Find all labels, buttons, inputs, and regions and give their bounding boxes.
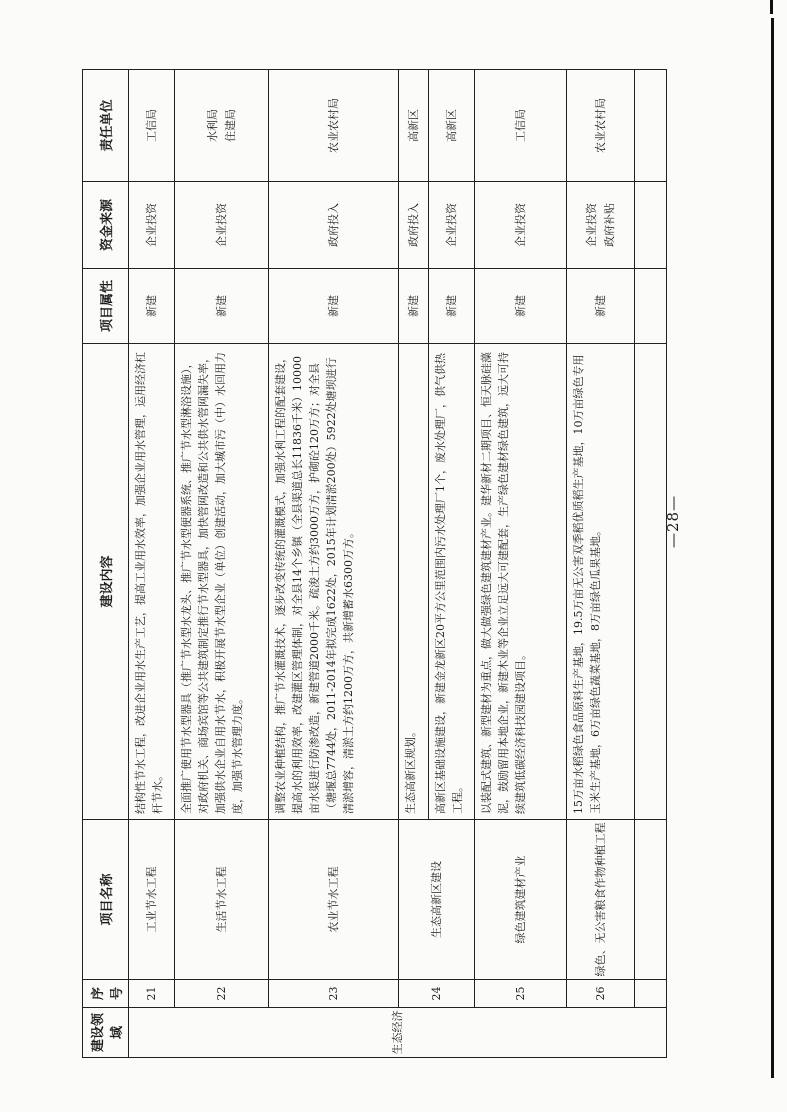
scan-edge-line (771, 18, 774, 1078)
row-unit: 工信局 (129, 70, 175, 182)
row-content: 以装配式建筑、新型建材为重点，做大做强绿色建筑建材产业。建华新材二期项目、恒天脉硅藻泥，鼓励留用本地企业，新建木业等企业立足远大可建配套，生产绿色建材绿色建筑，远大可持续建筑低碳经济科技园建设项目。 (475, 344, 567, 820)
row-attr: 新建 (567, 269, 635, 344)
row-attr: 新建 (269, 269, 399, 344)
row-content: 15万亩水稻绿色食品原料生产基地，19.5万亩无公害双季稻优质稻生产基地，10万亩绿色专用玉米生产基地，6万亩绿色蔬菜基地，8万亩绿色瓜果基地。 (567, 344, 635, 820)
row-attr: 新建 (399, 269, 429, 344)
row-content: 结构性节水工程，改进企业用水生产工艺，提高工业用水效率，加强企业用水管理，运用经济杠杆节水。 (129, 344, 175, 820)
project-table (82, 69, 667, 1058)
row-attr: 新建 (475, 269, 567, 344)
row-unit: 工信局 (475, 70, 567, 182)
table-row (567, 70, 635, 1058)
domain-cell: 生态经济 (129, 1008, 667, 1058)
row-unit: 高新区 (429, 70, 475, 182)
row-name: 工业节水工程 (129, 820, 175, 980)
row-name: 生态高新区建设 (399, 820, 475, 980)
row-fund: 企业投资 政府补贴 (585, 203, 616, 247)
header-name: 项目名称 (83, 820, 129, 980)
row-fund: 企业投资 (175, 182, 269, 269)
table-header-row (83, 70, 129, 1058)
row-no: 26 (567, 980, 635, 1008)
table-row (399, 70, 429, 1058)
row-content: 高新区基础设施建设，新建金龙新区20平方公里范围内污水处理厂1个，废水处理厂，供气供热工程。 (429, 344, 475, 820)
row-name: 绿色建筑建材产业 (475, 820, 567, 980)
row-fund: 企业投资 (129, 182, 175, 269)
row-no: 21 (129, 980, 175, 1008)
row-no: 23 (269, 980, 399, 1008)
row-content: 全面推广使用节水型器具（推广节水型水龙头、推广节水型便器系统、推广节水型淋浴设施），对政府机关、商场宾馆等公共建筑制定推行节水型器具，加快管网改造和公共供水管网漏失率，加强供水企业自用水节水，积极开展节水型企业（单位）创建活动，加大城市污（中）水回用力度，加强节水管理力度。 (175, 344, 269, 820)
header-fund: 资金来源 (83, 182, 129, 269)
row-no: 22 (175, 980, 269, 1008)
row-no: 24 (399, 980, 475, 1008)
row-attr: 新建 (429, 269, 475, 344)
header-unit: 责任单位 (83, 70, 129, 182)
header-domain: 建设领域 (83, 1008, 129, 1058)
row-fund: 企业投资 (429, 182, 475, 269)
project-table-rotated (82, 70, 666, 1058)
row-name: 农业节水工程 (269, 820, 399, 980)
row-fund: 企业投资 (475, 182, 567, 269)
table-row (175, 70, 269, 1058)
row-attr: 新建 (129, 269, 175, 344)
table-row (129, 70, 175, 1058)
header-attr: 项目属性 (83, 269, 129, 344)
header-no: 序号 (83, 980, 129, 1008)
row-name: 生活节水工程 (175, 820, 269, 980)
row-content: 调整农业种植结构，推广节水灌溉技术，逐步改变传统的灌溉模式，加强水利工程的配套建设，提高水的利用效率，改建灌区管理体制，对全县14个乡镇（全县渠道总长11836千米）10000亩水渠进行防渗改造，新建管道2000千米。疏浚土方约3000万方，护砌砼120万方；对全县（塘堰总7744处，2011-2014年拟完成1622处，2015年计划清淤200处）5922处塘坝进行清淤增容，清淤土方约1200万方，共新增蓄水6300万方。 (269, 344, 399, 820)
row-name: 绿色、无公害粮食作物种植工程 (567, 820, 635, 980)
page-number: —28— (664, 494, 682, 548)
row-unit: 农业农村局 (269, 70, 399, 182)
row-content: 生态高新区规划。 (399, 344, 429, 820)
row-no: 25 (475, 980, 567, 1008)
scan-mark (770, 0, 773, 14)
header-content: 建设内容 (83, 344, 129, 820)
row-fund: 政府投入 (399, 182, 429, 269)
table-row-filler (635, 70, 667, 1058)
row-unit: 农业农村局 (567, 70, 635, 182)
table-row (269, 70, 399, 1058)
row-fund: 政府投入 (269, 182, 399, 269)
row-unit: 水利局 住建局 (206, 109, 237, 142)
table-row (475, 70, 567, 1058)
row-unit: 高新区 (399, 70, 429, 182)
row-attr: 新建 (175, 269, 269, 344)
